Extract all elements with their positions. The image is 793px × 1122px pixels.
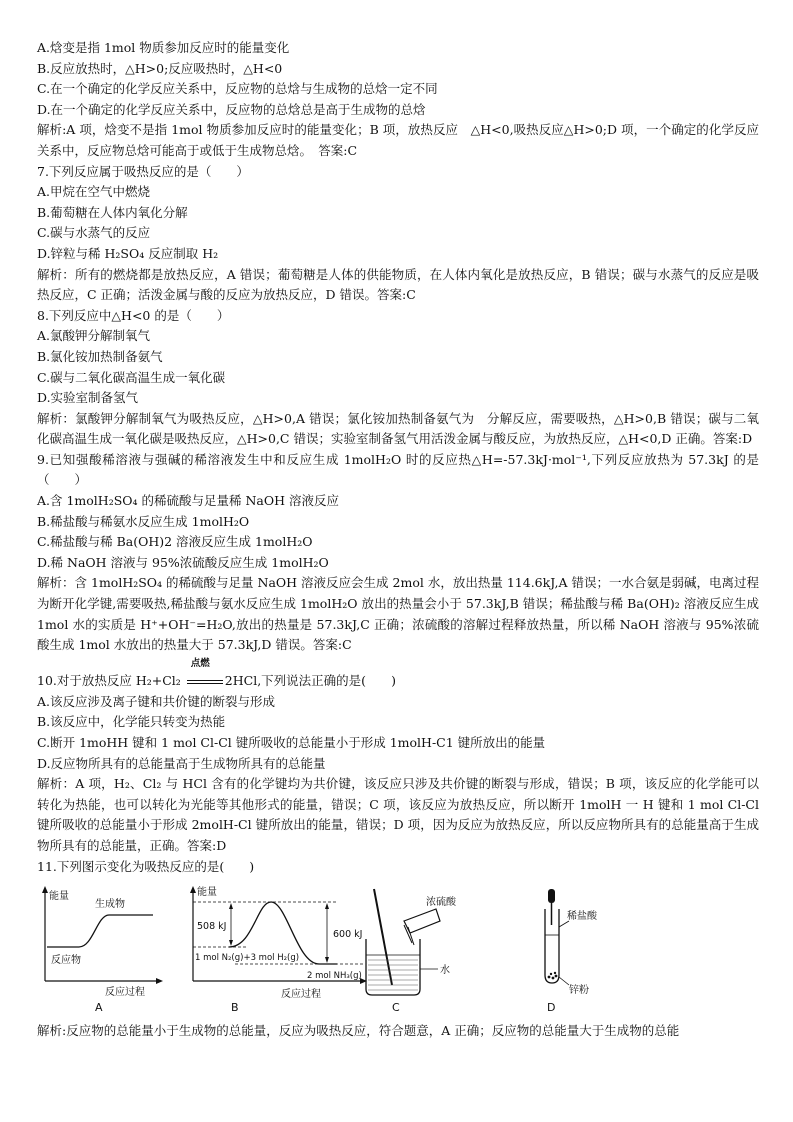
figure-d-zinc: 锌粉 [569, 985, 589, 997]
figure-a-tag: A [95, 1001, 103, 1015]
q6-option-b: B.反应放热时，△H>0;反应吸热时，△H<0 [37, 60, 283, 76]
q10-stem [37, 658, 759, 692]
figure-a [37, 885, 167, 1013]
document-page [37, 38, 759, 1042]
q7-option-b: B.葡萄糖在人体内氧化分解 [37, 204, 188, 220]
figure-b-reactant: 1 mol N₂(g)+3 mol H₂(g) [195, 953, 300, 964]
figure-c [352, 885, 482, 1013]
figure-a-product: 生成物 [95, 899, 125, 911]
q6-option-d: D.在一个确定的化学反应关系中，反应物的总焓总是高于生成物的总焓 [37, 101, 426, 117]
figure-b-ylabel: 能量 [197, 887, 217, 899]
reaction-arrow [187, 658, 223, 688]
figure-c-acid: 浓硫酸 [426, 897, 456, 909]
figure-a-ylabel: 能量 [49, 891, 69, 903]
q7-option-a: A.甲烷在空气中燃烧 [37, 184, 151, 200]
figure-b [187, 885, 372, 1013]
q9-option-a: A.含 1molH₂SO₄ 的稀硫酸与足量稀 NaOH 溶液反应 [37, 493, 339, 509]
q10-stem-pre: 10.对于放热反应 H₂+Cl₂ [37, 672, 185, 688]
q8-option-c: C.碳与二氧化碳高温生成一氧化碳 [37, 369, 226, 385]
q8-option-b: B.氯化铵加热制备氨气 [37, 348, 163, 364]
q10-option-c: C.断开 1moHH 键和 1 mol Cl-Cl 键所吸收的总能量小于形成 1molH-C1 键所放出的能量 [37, 735, 546, 750]
q10-option-d: D.反应物所具有的总能量高于生成物所具有的总能量 [37, 755, 326, 771]
figure-b-product: 2 mol NH₃(g) [307, 971, 362, 982]
figure-b-energy-600: 600 kJ [333, 929, 363, 941]
q10-option-b: B.该反应中，化学能只转变为热能 [37, 714, 226, 730]
q7-analysis: 解析：所有的燃烧都是放热反应，A 错误；葡萄糖是人体的供能物质，在人体内氧化是放热反应，B 错误；碳与水蒸气的反应是吸热反应，C 正确；活泼金属与酸的反应为放热反应，D 错误。答案:C [37, 266, 759, 303]
figure-d [507, 885, 617, 1013]
q11-figures [37, 885, 759, 1013]
q6-analysis: 解析:A 项，焓变不是指 1mol 物质参加反应时的能量变化；B 项，放热反应 △H<0,吸热反应△H>0;D 项，一个确定的化学反应关系中，反应物总焓可能高于或低于生成物总焓。 答案:C [37, 122, 759, 158]
q8-option-d: D.实验室制备氢气 [37, 390, 139, 406]
q7-option-c: C.碳与水蒸气的反应 [37, 225, 151, 241]
q11-analysis: 解析:反应物的总能量小于生成物的总能量，反应为吸热反应，符合题意，A 正确；反应物的总能量大于生成物的总能 [37, 1023, 680, 1039]
figure-b-xlabel: 反应过程 [281, 989, 321, 1001]
q10-analysis: 解析：A 项，H₂、Cl₂ 与 HCl 含有的化学键均为共价键，该反应只涉及共价键的断裂与形成，错误；B 项，该反应的化学能可以转化为热能，也可以转化为光能等其他形式的能量，错误；C 项，该反应为放热反应，所以断开 1molH 一 H 键和 1 mol Cl-Cl 键所吸收的总能量小于形成 2molH-Cl 键所放出的能量，错误；D 项，因为反应为放热反应，所以反应物所具有的总能量高于生成物所具有的总能量，正确。答案:D [37, 776, 759, 853]
figure-c-tag: C [392, 1001, 400, 1015]
q9-option-b: B.稀盐酸与稀氨水反应生成 1molH₂O [37, 513, 250, 529]
q6-option-c: C.在一个确定的化学反应关系中，反应物的总焓与生成物的总焓一定不同 [37, 81, 438, 97]
figure-a-reactant: 反应物 [51, 955, 81, 967]
figure-d-acid: 稀盐酸 [567, 911, 597, 923]
figure-c-water: 水 [440, 965, 450, 977]
figure-b-tag: B [231, 1001, 239, 1015]
q6-option-a: A.焓变是指 1mol 物质参加反应时的能量变化 [37, 40, 290, 55]
q7-stem: 7.下列反应属于吸热反应的是（ ） [37, 163, 249, 179]
q11-stem: 11.下列图示变化为吸热反应的是( ) [37, 858, 255, 874]
q9-stem: 9.已知强酸稀溶液与强碱的稀溶液发生中和反应生成 1molH₂O 时的反应热△H=-57.3kJ·mol⁻¹,下列反应放热为 57.3kJ 的是（ ） [37, 451, 759, 488]
q8-analysis: 解析：氯酸钾分解制氧气为吸热反应，△H>0,A 错误；氯化铵加热制备氨气为 分解反应，需要吸热，△H>0,B 错误；碳与二氧化碳高温生成一氧化碳是吸热反应，△H>0,C 错误；实验室制备氢气用活泼金属与酸反应，为放热反应，△H<0,D 正确。答案:D [37, 410, 759, 447]
q9-analysis: 解析：含 1molH₂SO₄ 的稀硫酸与足量 NaOH 溶液反应会生成 2mol 水，放出热量 114.6kJ,A 错误；一水合氨是弱碱，电离过程为断开化学键,需要吸热,稀盐酸与氨水反应生成 1molH₂O 放出的热量会小于 57.3kJ,B 错误；稀盐酸与稀 Ba(OH)₂ 溶液反应生成 1mol 水的实质是 H⁺+OH⁻=H₂O,放出的热量是 57.3kJ,C 正确；浓硫酸的溶解过程释放热量，所以稀 NaOH 溶液与 95%浓硫酸生成 1mol 水放出的热量大于 57.3kJ,D 错误。答案:C [37, 575, 759, 653]
figure-a-xlabel: 反应过程 [105, 987, 145, 999]
figure-b-energy-508: 508 kJ [197, 921, 227, 933]
q7-option-d: D.锌粒与稀 H₂SO₄ 反应制取 H₂ [37, 245, 219, 261]
q8-option-a: A.氯酸钾分解制氧气 [37, 328, 151, 344]
q9-option-d: D.稀 NaOH 溶液与 95%浓硫酸反应生成 1molH₂O [37, 554, 329, 570]
q10-option-a: A.该反应涉及离子键和共价键的断裂与形成 [37, 693, 276, 709]
figure-d-tag: D [547, 1001, 556, 1015]
q10-stem-post: 2HCl,下列说法正确的是( ) [224, 672, 396, 688]
q9-option-c: C.稀盐酸与稀 Ba(OH)2 溶液反应生成 1molH₂O [37, 534, 313, 550]
q8-stem: 8.下列反应中△H<0 的是（ ） [37, 307, 230, 323]
reaction-condition: 点燃 [190, 658, 210, 670]
